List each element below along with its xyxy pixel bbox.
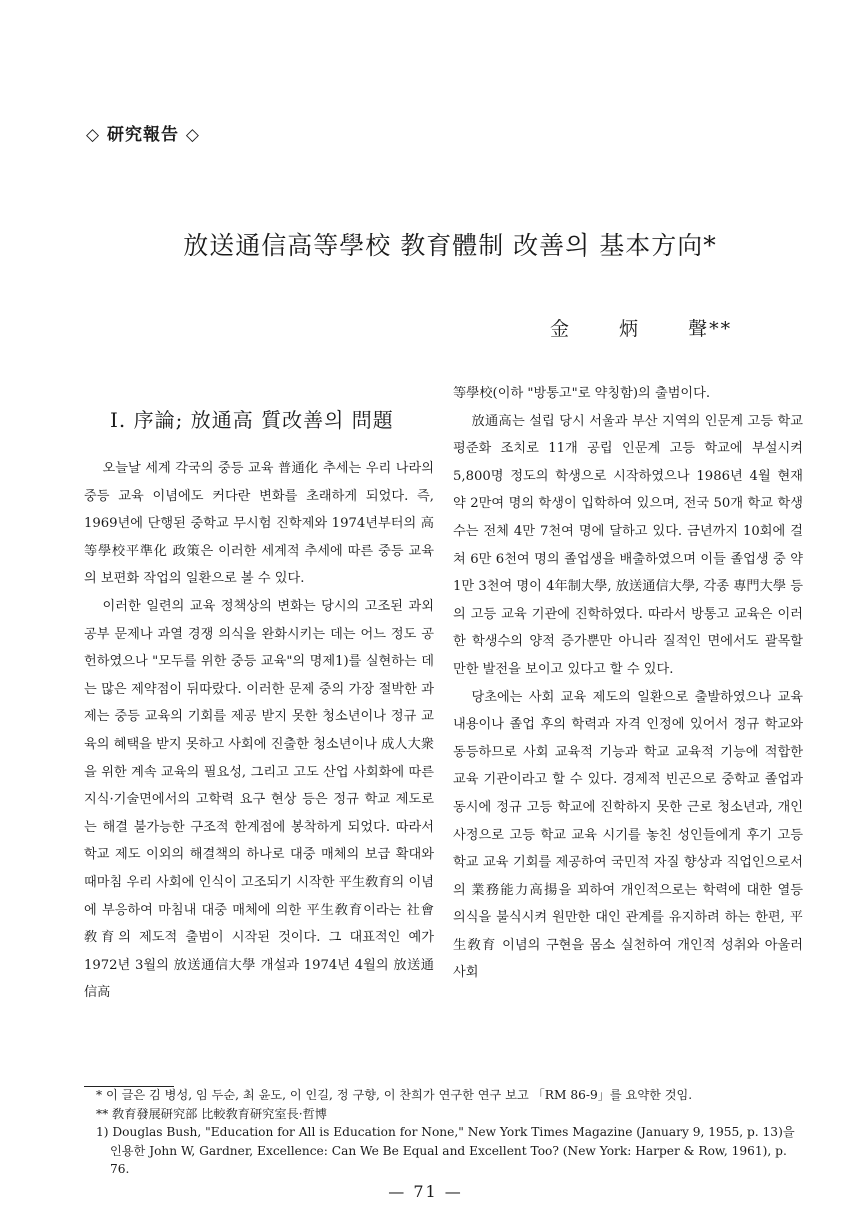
footnotes [96,1086,808,1179]
left-column [84,455,434,1007]
footnote: * 이 글은 김 병성, 임 두순, 최 윤도, 이 인길, 정 구향, 이 찬희가 연구한 연구 보고 「RM 86-9」를 요약한 것임. [96,1088,693,1102]
right-column [453,380,803,987]
footnote: 1) Douglas Bush, "Education for All is Education for None," New York Times Magazine (January 9, 1955, p. 13)을 인용한 John W, Gardner, Excellence: Can We Be Equal and Excellent Too? (New York: Harper & Row, 1961), p. 76. [96,1125,795,1177]
section-heading: Ⅰ. 序論; 放通高 質改善의 問題 [110,408,394,432]
body-paragraph: 오늘날 세계 각국의 중등 교육 普通化 추세는 우리 나라의 중등 교육 이념에도 커다란 변화를 초래하게 되었다. 즉, 1969년에 단행된 중학교 무시험 진학제와 1974년부터의 高等學校平準化 政策은 이러한 세계적 추세에 따른 중등 교육의 보편화 작업의 일환으로 볼 수 있다. [84,461,434,587]
body-paragraph: 放通高는 설립 당시 서울과 부산 지역의 인문계 고등 학교 평준화 조치로 11개 공립 인문계 고등 학교에 부설시켜 5,800명 정도의 학생으로 시작하였으나 1986년 4월 현재 약 2만여 명의 학생이 입학하여 있으며, 전국 50개 학교 학생수는 전체 4만 7천여 명에 달하고 있다. 금년까지 10회에 걸쳐 6만 6천여 명의 졸업생을 배출하였으며 이들 졸업생 중 약 1만 3천여 명이 4年制大學, 放送通信大學, 각종 專門大學 등의 고등 교육 기관에 진학하였다. 따라서 방통고 교육은 이러한 학생수의 양적 증가뿐만 아니라 질적인 면에서도 괄목할 만한 발전을 보이고 있다고 할 수 있다. [453,413,803,677]
article-author: 金 炳 聲** [550,318,733,340]
body-paragraph: 이러한 일련의 교육 정책상의 변화는 당시의 고조된 과외 공부 문제나 과열 경쟁 의식을 완화시키는 데는 어느 정도 공헌하였으나 "모두를 위한 중등 교육"의 명제1)를 실현하는 데는 많은 제약점이 뒤따랐다. 이러한 문제 중의 가장 절박한 과제는 중등 교육의 기회를 제공 받지 못한 청소년이나 정규 교육의 혜택을 받지 못하고 사회에 진출한 청소년이나 成人大衆을 위한 계속 교육의 필요성, 그리고 고도 산업 사회화에 따른 지식·기술면에서의 고학력 요구 현상 등은 정규 학교 제도로는 해결 불가능한 구조적 한계점에 봉착하게 되었다. 따라서 학교 제도 이외의 해결책의 하나로 대중 매체의 보급 확대와 때마침 우리 사회에 인식이 고조되기 시작한 平生敎育의 이념에 부응하여 마침내 대중 매체에 의한 平生敎育이라는 社會敎育의 제도적 출범이 시작된 것이다. 그 대표적인 예가 1972년 3월의 放送通信大學 개설과 1974년 4월의 放送通信高 [84,598,434,1001]
body-paragraph: 等學校(이하 "방통고"로 약칭함)의 출범이다. [453,386,711,401]
footnote: ** 敎育發展研究部 比較敎育研究室長·哲博 [96,1106,327,1121]
body-paragraph: 당초에는 사회 교육 제도의 일환으로 출발하였으나 교육 내용이나 졸업 후의 학력과 자격 인정에 있어서 정규 학교와 동등하므로 사회 교육적 기능과 학교 교육적 기능에 적합한 교육 기관이라고 할 수 있다. 경제적 빈곤으로 중학교 졸업과 동시에 정규 고등 학교에 진학하지 못한 근로 청소년과, 개인 사정으로 고등 학교 교육 시기를 놓친 성인들에게 후기 고등 학교 교육 기회를 제공하여 국민적 자질 향상과 직업인으로서의 業務能力高揚을 꾀하여 개인적으로는 학력에 대한 열등 의식을 불식시켜 원만한 대인 관계를 유지하려 하는 한편, 平生敎育 이념의 구현을 몸소 실천하여 개인적 성취와 아울러 사회 [453,689,803,981]
article-title: 放送通信高等學校 教育體制 改善의 基本方向* [183,231,717,260]
page-number: — 71 — [388,1182,463,1201]
section-tag: ◇ 研究報告 ◇ [86,125,200,145]
